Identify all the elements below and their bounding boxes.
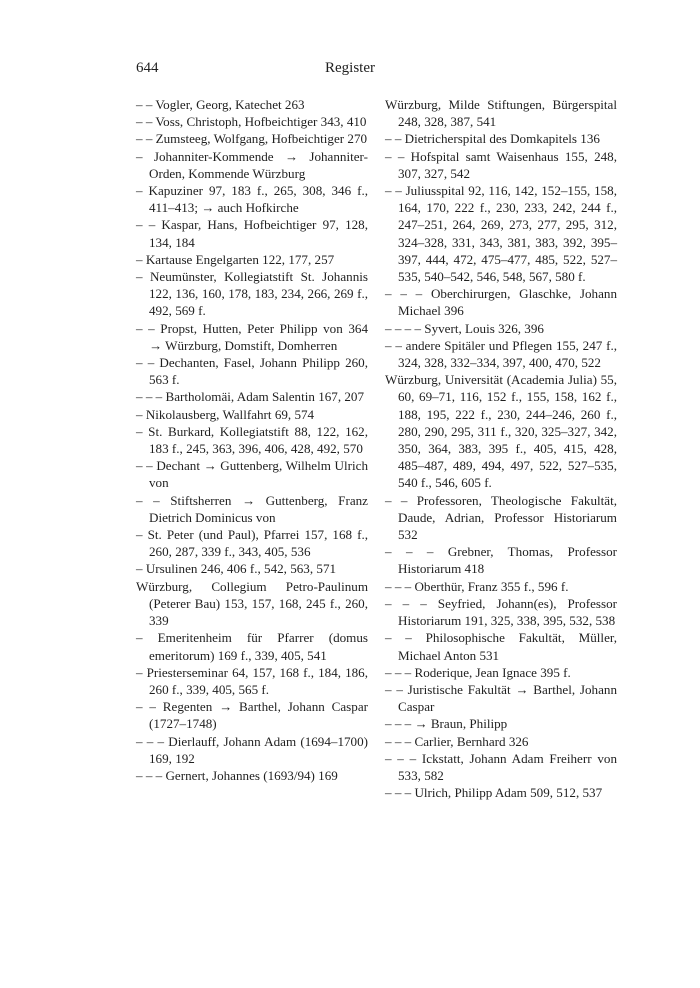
index-entry: – – – Grebner, Thomas, Professor Historiarum 418 <box>385 544 617 577</box>
index-entry: – – – → Braun, Philipp <box>385 716 508 732</box>
index-entry: – – – Dierlauff, Johann Adam (1694–1700) 169, 192 <box>136 733 368 766</box>
index-entry: – – Professoren, Theologische Fakultät, Daude, Adrian, Professor Historiarum 532 <box>385 492 617 543</box>
index-entry: – – Juristische Fakultät → Barthel, Johann Caspar <box>385 681 617 715</box>
index-entry: – – Hofspital samt Waisenhaus 155, 248, 307, 327, 542 <box>385 148 617 181</box>
index-column-left <box>136 96 368 784</box>
index-entry: – – Dietricherspital des Domkapitels 136 <box>385 131 600 147</box>
index-entry: – – – Carlier, Bernhard 326 <box>385 733 529 749</box>
index-entry: – Emeritenheim für Pfarrer (domus emeritorum) 169 f., 339, 405, 541 <box>136 630 368 663</box>
index-entry: – – Regenten → Barthel, Johann Caspar (1727–1748) <box>136 699 368 732</box>
index-entry: Würzburg, Universität (Academia Julia) 55, 60, 69–71, 116, 152 f., 155, 158, 162 f., 188, 195, 222 f., 230, 244–246, 260 f., 280, 290, 295, 311 f., 320, 325–327, 342, 350, 364, 383, 395 f., 405, 415, 428, 485–487, 489, 494, 497, 522, 527–535, 540 f., 546, 605 f. <box>385 372 617 491</box>
index-entry: – St. Peter (und Paul), Pfarrei 157, 168 f., 260, 287, 339 f., 343, 405, 536 <box>136 527 368 560</box>
index-entry: Würzburg, Milde Stiftungen, Bürgerspital 248, 328, 387, 541 <box>385 97 617 130</box>
index-entry: – – Philosophische Fakultät, Müller, Michael Anton 531 <box>385 630 617 663</box>
index-entry: – – – Roderique, Jean Ignace 395 f. <box>385 664 571 680</box>
index-entry: – – – Ickstatt, Johann Adam Freiherr von 533, 582 <box>385 750 617 783</box>
index-entry: – – Zumsteeg, Wolfgang, Hofbeichtiger 270 <box>136 131 368 147</box>
running-head: Register <box>325 60 375 76</box>
index-entry: – – Kaspar, Hans, Hofbeichtiger 97, 128, 134, 184 <box>136 217 368 250</box>
index-entry: – – Vogler, Georg, Katechet 263 <box>136 97 305 112</box>
page-number: 644 <box>136 60 159 76</box>
index-entry: – – – Ulrich, Philipp Adam 509, 512, 537 <box>385 785 603 801</box>
index-entry: – – Dechanten, Fasel, Johann Philipp 260, 563 f. <box>136 355 368 388</box>
index-entry: – Kartause Engelgarten 122, 177, 257 <box>136 251 335 267</box>
index-column-right <box>385 96 617 801</box>
index-entry: – – andere Spitäler und Pflegen 155, 247 f., 324, 328, 332–334, 397, 400, 470, 522 <box>385 337 617 371</box>
index-entry: – – Stiftsherren → Guttenberg, Franz Dietrich Dominicus von <box>136 492 368 525</box>
index-entry: – Johanniter-Kommende → Johanniter-Orden, Kommende Würzburg <box>136 148 368 181</box>
index-entry: – Neumünster, Kollegiatstift St. Johannis 122, 136, 160, 178, 183, 234, 266, 269 f., 492, 569 f. <box>136 269 368 319</box>
index-entry: – Nikolausberg, Wallfahrt 69, 574 <box>136 406 315 422</box>
index-entry: – – – – Syvert, Louis 326, 396 <box>385 320 544 336</box>
index-entry: – – – Bartholomäi, Adam Salentin 167, 207 <box>136 389 365 405</box>
index-entry: – – – Oberthür, Franz 355 f., 596 f. <box>385 578 569 594</box>
index-entry: – St. Burkard, Kollegiatstift 88, 122, 162, 183 f., 245, 363, 396, 406, 428, 492, 570 <box>136 423 368 457</box>
index-entry: Würzburg, Collegium Petro-Paulinum (Peterer Bau) 153, 157, 168, 245 f., 260, 339 <box>136 578 368 629</box>
index-entry: – Priesterseminar 64, 157, 168 f., 184, 186, 260 f., 339, 405, 565 f. <box>136 664 368 697</box>
index-entry: – – Juliusspital 92, 116, 142, 152–155, 158, 164, 170, 222 f., 230, 233, 242, 244 f., 247–251, 264, 269, 273, 277, 295, 312, 324–328, 331, 343, 381, 383, 392, 395–397, 444, 472, 475–477, 485, 522, 527–535, 540–542, 546, 548, 567, 580 f. <box>385 183 617 285</box>
index-entry: – – Propst, Hutten, Peter Philipp von 364 → Würzburg, Domstift, Domherren <box>136 320 368 353</box>
index-entry: – – – Gernert, Johannes (1693/94) 169 <box>136 767 338 783</box>
index-entry: – Ursulinen 246, 406 f., 542, 563, 571 <box>136 561 337 577</box>
index-entry: – – – Oberchirurgen, Glaschke, Johann Michael 396 <box>385 286 617 319</box>
index-entry: – – Dechant → Guttenberg, Wilhelm Ulrich von <box>136 458 368 491</box>
index-entry: – Kapuziner 97, 183 f., 265, 308, 346 f., 411–413; → auch Hofkirche <box>136 183 368 216</box>
index-entry: – – Voss, Christoph, Hofbeichtiger 343, 410 <box>136 114 367 130</box>
index-entry: – – – Seyfried, Johann(es), Professor Historiarum 191, 325, 338, 395, 532, 538 <box>385 595 617 629</box>
